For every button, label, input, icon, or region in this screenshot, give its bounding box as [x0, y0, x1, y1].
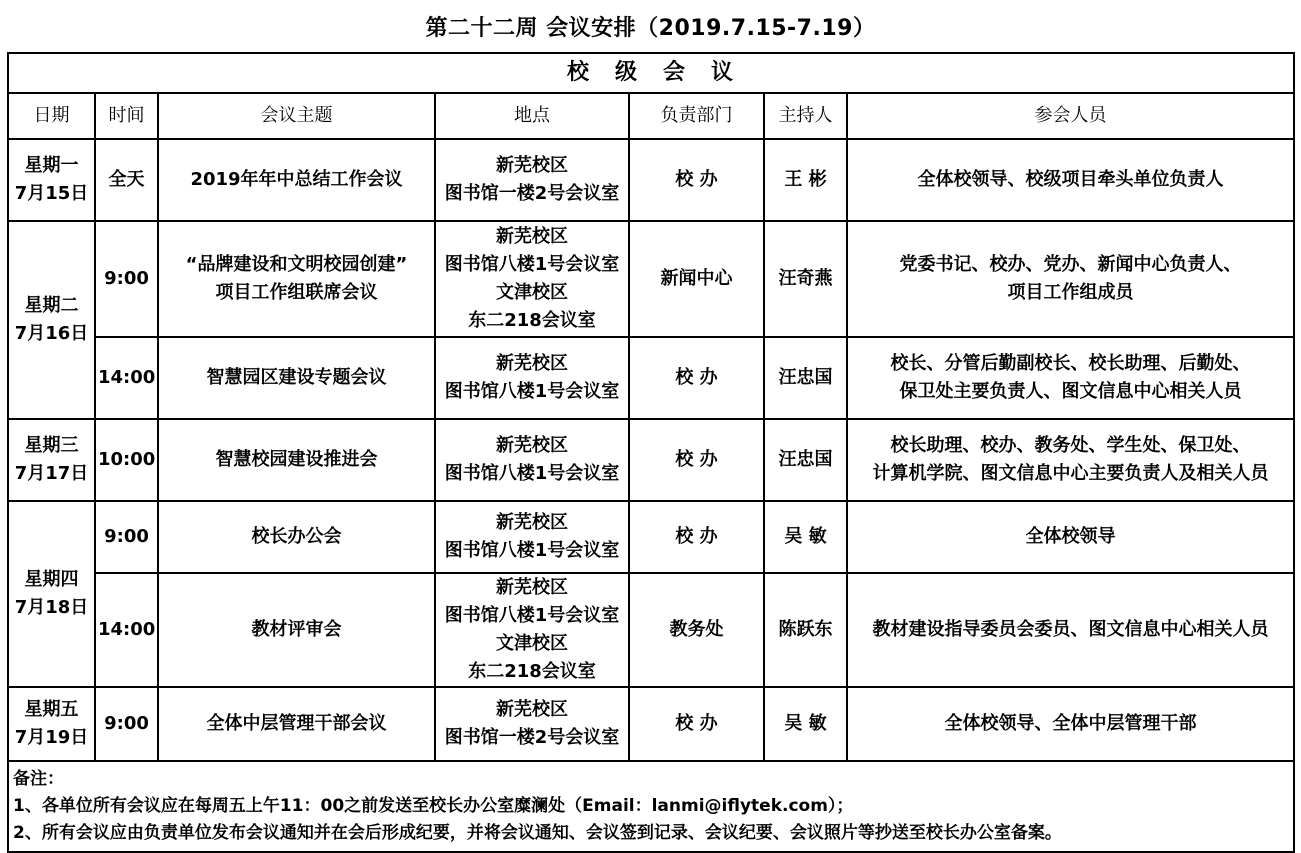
- day-cell: [8, 419, 95, 501]
- location-line: 新芜校区: [496, 577, 568, 598]
- table-row: [8, 139, 1294, 221]
- host-cell: 王 彬: [764, 139, 847, 221]
- weekday: 星期一: [24, 155, 79, 176]
- location-cell: [435, 419, 629, 501]
- location-line: 新芜校区: [496, 155, 568, 176]
- date: 7月19日: [14, 727, 89, 748]
- date: 7月18日: [14, 597, 89, 618]
- notes-row: [8, 761, 1294, 852]
- header-date: 日期: [8, 93, 95, 139]
- table-row: [8, 687, 1294, 761]
- location-cell: [435, 337, 629, 419]
- meeting-schedule-table: [7, 52, 1295, 853]
- time-cell: 全天: [95, 139, 158, 221]
- weekday: 星期五: [24, 699, 79, 720]
- topic-cell: [158, 419, 435, 501]
- table-row: [8, 419, 1294, 501]
- dept-cell: 校 办: [629, 687, 764, 761]
- location-line: 图书馆八楼1号会议室: [444, 463, 620, 484]
- topic-cell: [158, 221, 435, 337]
- location-line: 新芜校区: [496, 353, 568, 374]
- topic-line: 2019年年中总结工作会议: [190, 169, 403, 190]
- time-cell: 10:00: [95, 419, 158, 501]
- notes-cell: [8, 761, 1294, 852]
- location-line: 图书馆八楼1号会议室: [444, 254, 620, 275]
- topic-line: 智慧校园建设推进会: [215, 449, 378, 470]
- location-line: 新芜校区: [496, 226, 568, 247]
- attendees-line: 党委书记、校办、党办、新闻中心负责人、: [899, 254, 1242, 275]
- dept-cell: 校 办: [629, 501, 764, 573]
- host-cell: 吴 敏: [764, 687, 847, 761]
- attendees-cell: [847, 139, 1294, 221]
- table-row: [8, 221, 1294, 337]
- date: 7月17日: [14, 463, 89, 484]
- host-cell: 吴 敏: [764, 501, 847, 573]
- time-cell: 14:00: [95, 573, 158, 687]
- location-line: 东二218会议室: [468, 310, 596, 331]
- topic-cell: [158, 139, 435, 221]
- weekday: 星期四: [24, 569, 79, 590]
- location-cell: [435, 139, 629, 221]
- notes-label: 备注：: [13, 769, 64, 789]
- attendees-line: 教材建设指导委员会委员、图文信息中心相关人员: [872, 619, 1269, 640]
- table-row: [8, 337, 1294, 419]
- attendees-cell: [847, 501, 1294, 573]
- location-line: 文津校区: [496, 633, 568, 654]
- topic-cell: [158, 687, 435, 761]
- topic-cell: [158, 337, 435, 419]
- location-line: 图书馆八楼1号会议室: [444, 540, 620, 561]
- location-cell: [435, 501, 629, 573]
- section-row: [8, 53, 1294, 93]
- table-row: [8, 573, 1294, 687]
- date: 7月15日: [14, 183, 89, 204]
- location-line: 文津校区: [496, 282, 568, 303]
- dept-cell: 教务处: [629, 573, 764, 687]
- time-cell: 14:00: [95, 337, 158, 419]
- header-row: [8, 93, 1294, 139]
- note-item: 2、所有会议应由负责单位发布会议通知并在会后形成纪要，并将会议通知、会议签到记录、会议纪要、会议照片等抄送至校长办公室备案。: [13, 823, 1062, 843]
- attendees-cell: [847, 419, 1294, 501]
- page-title: 第二十二周 会议安排（2019.7.15-7.19）: [425, 15, 876, 41]
- location-cell: [435, 573, 629, 687]
- header-topic: 会议主题: [158, 93, 435, 139]
- day-cell: [8, 687, 95, 761]
- attendees-line: 全体校领导、全体中层管理干部: [944, 713, 1197, 734]
- attendees-cell: [847, 221, 1294, 337]
- attendees-line: 校长助理、校办、教务处、学生处、保卫处、: [890, 435, 1251, 456]
- attendees-cell: [847, 337, 1294, 419]
- section-label: 校级会议: [8, 53, 1294, 93]
- header-host: 主持人: [764, 93, 847, 139]
- header-dept: 负责部门: [629, 93, 764, 139]
- dept-cell: 新闻中心: [629, 221, 764, 337]
- topic-line: 项目工作组联席会议: [215, 282, 378, 303]
- weekday: 星期三: [24, 435, 79, 456]
- location-line: 新芜校区: [496, 435, 568, 456]
- topic-line: 教材评审会: [251, 619, 342, 640]
- attendees-line: 保卫处主要负责人、图文信息中心相关人员: [899, 381, 1242, 402]
- attendees-line: 全体校领导: [1025, 526, 1116, 547]
- location-line: 图书馆八楼1号会议室: [444, 605, 620, 626]
- host-cell: 汪奇燕: [764, 221, 847, 337]
- day-cell: [8, 501, 95, 687]
- location-line: 东二218会议室: [468, 661, 596, 682]
- table-row: [8, 501, 1294, 573]
- time-cell: 9:00: [95, 221, 158, 337]
- location-cell: [435, 687, 629, 761]
- location-line: 图书馆一楼2号会议室: [444, 727, 620, 748]
- note-item: 1、各单位所有会议应在每周五上午11：00之前发送至校长办公室糜澜处（Email：lanmi@iflytek.com）；: [13, 796, 854, 816]
- location-line: 新芜校区: [496, 512, 568, 533]
- topic-line: 全体中层管理干部会议: [206, 713, 387, 734]
- weekday: 星期二: [24, 295, 79, 316]
- attendees-cell: [847, 687, 1294, 761]
- dept-cell: 校 办: [629, 139, 764, 221]
- day-cell: [8, 221, 95, 419]
- topic-line: 智慧园区建设专题会议: [206, 367, 387, 388]
- location-cell: [435, 221, 629, 337]
- host-cell: 汪忠国: [764, 419, 847, 501]
- dept-cell: 校 办: [629, 419, 764, 501]
- time-cell: 9:00: [95, 501, 158, 573]
- topic-cell: [158, 501, 435, 573]
- attendees-line: 全体校领导、校级项目牵头单位负责人: [917, 169, 1224, 190]
- header-time: 时间: [95, 93, 158, 139]
- day-cell: [8, 139, 95, 221]
- topic-cell: [158, 573, 435, 687]
- dept-cell: 校 办: [629, 337, 764, 419]
- header-attendees: 参会人员: [847, 93, 1294, 139]
- host-cell: 汪忠国: [764, 337, 847, 419]
- topic-line: “品牌建设和文明校园创建”: [185, 254, 408, 275]
- header-location: 地点: [435, 93, 629, 139]
- attendees-line: 项目工作组成员: [1007, 282, 1134, 303]
- date: 7月16日: [14, 323, 89, 344]
- time-cell: 9:00: [95, 687, 158, 761]
- location-line: 图书馆八楼1号会议室: [444, 381, 620, 402]
- topic-line: 校长办公会: [251, 526, 342, 547]
- attendees-line: 计算机学院、图文信息中心主要负责人及相关人员: [872, 463, 1269, 484]
- attendees-cell: [847, 573, 1294, 687]
- location-line: 图书馆一楼2号会议室: [444, 183, 620, 204]
- location-line: 新芜校区: [496, 699, 568, 720]
- host-cell: 陈跃东: [764, 573, 847, 687]
- attendees-line: 校长、分管后勤副校长、校长助理、后勤处、: [890, 353, 1251, 374]
